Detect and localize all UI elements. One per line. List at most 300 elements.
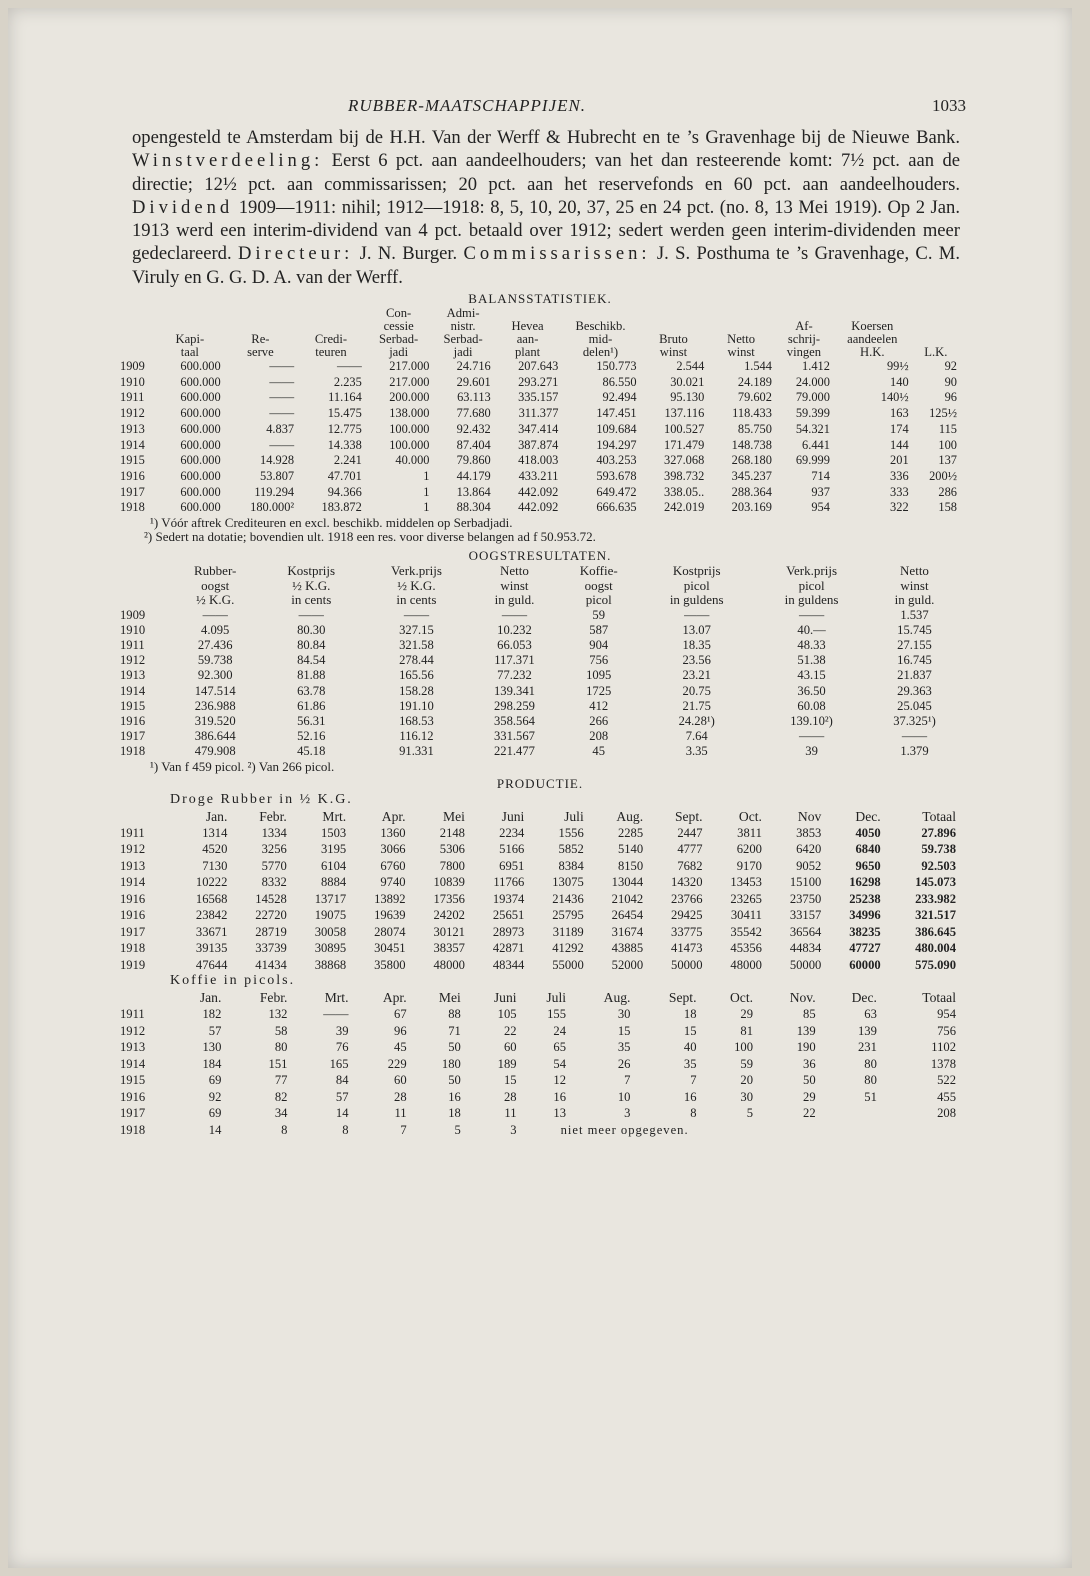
table-cell: 442.092 xyxy=(518,500,559,515)
month-header: Apr. xyxy=(381,808,406,824)
balans-column-header xyxy=(224,307,297,320)
table-cell: 189 xyxy=(497,1056,517,1071)
table-cell: 60000 xyxy=(849,957,881,972)
row-year: 1914 xyxy=(120,437,145,452)
table-cell: 65 xyxy=(553,1040,566,1055)
table-cell: 30411 xyxy=(730,908,762,923)
year-header xyxy=(120,333,156,346)
table-cell: 99½ xyxy=(886,359,909,374)
table-cell: 4050 xyxy=(855,825,881,840)
oogst-column-header: picol xyxy=(798,577,825,593)
table-cell: 24 xyxy=(553,1023,566,1038)
table-cell: 15.475 xyxy=(327,406,362,421)
table-cell: 85 xyxy=(803,1007,816,1022)
table-row xyxy=(120,1039,960,1056)
table-cell: 2234 xyxy=(499,825,525,840)
table-cell: 31674 xyxy=(611,924,644,939)
table-cell: 18 xyxy=(448,1106,461,1121)
month-header: Mei xyxy=(443,808,465,824)
table-cell: 92.300 xyxy=(197,668,233,683)
table-cell: 100.000 xyxy=(389,437,430,452)
table-cell: 80 xyxy=(864,1073,877,1088)
table-cell: 47.701 xyxy=(327,469,362,483)
month-header: Juli xyxy=(546,990,566,1006)
table-cell: 600.000 xyxy=(180,374,221,389)
table-cell: 163 xyxy=(890,406,909,421)
table-row xyxy=(120,1089,960,1106)
table-cell: 59.399 xyxy=(795,406,830,421)
oogst-column-header xyxy=(120,564,170,579)
balans-footnote-2: ²) Sedert na dotatie; bovendien ult. 1918 een res. voor diverse belangen ad f 50.953.72. xyxy=(144,529,596,545)
table-cell: 92 xyxy=(944,359,957,374)
table-cell: 31189 xyxy=(552,924,584,939)
table-row xyxy=(120,406,960,422)
table-cell: 200.000 xyxy=(389,390,430,405)
table-cell: 139.10²) xyxy=(790,714,833,729)
table-cell: 48000 xyxy=(730,957,762,972)
table-cell: 7 xyxy=(400,1122,407,1137)
table-cell: 54.321 xyxy=(795,421,830,436)
month-header: Juni xyxy=(493,990,517,1006)
table-cell: 71 xyxy=(448,1023,461,1038)
table-cell: 81.88 xyxy=(297,668,326,683)
balans-column-header: cessie xyxy=(383,319,414,334)
table-cell: 15 xyxy=(503,1073,517,1088)
table-cell: 100 xyxy=(938,437,957,452)
row-year: 1911 xyxy=(120,638,145,653)
table-cell: 115 xyxy=(938,421,957,436)
table-cell: 14 xyxy=(208,1122,222,1137)
table-cell: 50 xyxy=(448,1040,461,1055)
oogst-header-row xyxy=(120,579,960,594)
table-cell: 194.297 xyxy=(596,437,637,452)
oogst-column-header: Netto xyxy=(900,563,929,579)
table-row xyxy=(120,1072,960,1089)
not-reported-note: niet meer opgegeven. xyxy=(560,1122,689,1137)
month-header: Sept. xyxy=(668,990,697,1006)
table-cell: 24202 xyxy=(433,908,465,923)
table-cell: 25651 xyxy=(492,908,525,923)
table-cell: 79.000 xyxy=(795,390,830,405)
table-cell: 11.164 xyxy=(328,390,362,405)
table-cell: 26 xyxy=(617,1056,631,1071)
table-cell: 37.325¹) xyxy=(893,714,936,729)
table-cell: 5852 xyxy=(558,842,584,857)
table-cell: 27.436 xyxy=(197,638,233,653)
oogst-table xyxy=(120,564,960,760)
table-cell: 50000 xyxy=(789,957,822,972)
table-cell: 180.000² xyxy=(250,500,295,515)
table-cell: 2285 xyxy=(617,825,644,840)
table-cell: 34996 xyxy=(849,908,881,923)
table-cell: 7 xyxy=(624,1073,631,1088)
table-cell: 321.58 xyxy=(399,638,434,653)
table-cell: 118.433 xyxy=(732,406,772,421)
balans-column-header: Admi- xyxy=(446,306,480,321)
table-row xyxy=(120,390,960,406)
row-year: 1911 xyxy=(120,390,145,405)
table-cell: 30121 xyxy=(433,924,465,939)
table-cell: 278.44 xyxy=(399,653,434,668)
table-cell: 52.16 xyxy=(297,729,326,744)
table-cell: 233.982 xyxy=(915,891,956,906)
table-cell: 756 xyxy=(589,653,609,668)
table-cell: 937 xyxy=(811,484,830,499)
month-header: Mrt. xyxy=(324,990,349,1006)
oogst-title: OOGSTRESULTATEN. xyxy=(468,548,612,564)
table-cell: 33775 xyxy=(671,924,703,939)
oogst-column-header xyxy=(120,579,170,594)
table-cell: 60 xyxy=(394,1073,407,1088)
row-year: 1918 xyxy=(120,744,146,759)
table-row xyxy=(120,874,960,891)
table-cell: 208 xyxy=(937,1106,956,1121)
table-row xyxy=(120,957,960,974)
month-header: Mrt. xyxy=(322,808,347,824)
running-title: RUBBER-MAATSCHAPPIJEN. xyxy=(348,96,587,115)
table-cell: 50000 xyxy=(671,957,703,972)
table-cell: 412 xyxy=(589,698,609,713)
table-cell: 38868 xyxy=(314,957,347,972)
table-cell: 345.237 xyxy=(731,469,772,483)
row-year: 1913 xyxy=(120,668,146,683)
table-cell: 386.645 xyxy=(915,924,956,939)
table-cell: 21.75 xyxy=(682,698,711,713)
table-cell: 66.053 xyxy=(497,638,532,653)
month-header: Sept. xyxy=(674,808,703,824)
page-number: 1033 xyxy=(932,96,966,115)
oogst-column-header: winst xyxy=(500,577,529,593)
table-cell: 96 xyxy=(394,1023,407,1038)
table-row xyxy=(120,359,960,375)
oogst-column-header: Kostprijs xyxy=(287,563,336,579)
balans-column-header xyxy=(640,307,708,320)
table-cell: 79.602 xyxy=(737,390,772,405)
oogst-column-header: in guld. xyxy=(494,592,535,608)
balans-column-header: Serbad- xyxy=(443,332,483,347)
month-header: Febr. xyxy=(259,990,288,1006)
row-year: 1913 xyxy=(120,1040,146,1055)
table-row xyxy=(120,1122,960,1139)
row-year: 1916 xyxy=(120,469,145,483)
year-header xyxy=(120,989,172,1006)
table-cell: 35 xyxy=(617,1040,631,1055)
table-cell: 2.544 xyxy=(676,359,705,374)
table-cell: 105 xyxy=(497,1007,517,1022)
row-year: 1910 xyxy=(120,374,145,389)
table-cell: 6760 xyxy=(380,858,406,873)
table-cell: 20 xyxy=(740,1073,754,1088)
table-cell: 321.517 xyxy=(915,908,956,923)
table-cell: 95.130 xyxy=(670,390,705,405)
table-cell: 21.837 xyxy=(897,668,932,683)
table-cell: 3256 xyxy=(261,842,287,857)
year-header xyxy=(120,346,156,359)
table-cell: 3811 xyxy=(737,825,762,840)
table-cell: 190 xyxy=(796,1040,816,1055)
table-cell: 6.441 xyxy=(802,437,830,452)
table-cell: 1725 xyxy=(586,683,612,698)
table-cell: 55000 xyxy=(552,957,584,972)
table-cell: 165.56 xyxy=(399,668,434,683)
table-cell: —— xyxy=(269,390,295,405)
row-year: 1916 xyxy=(120,908,146,923)
table-cell: 7130 xyxy=(202,858,228,873)
table-cell: 600.000 xyxy=(180,406,221,421)
table-cell: 333 xyxy=(890,484,909,499)
table-row xyxy=(120,699,960,714)
table-row xyxy=(120,1006,960,1023)
table-cell: 119.294 xyxy=(254,484,295,499)
table-row xyxy=(120,422,960,438)
table-cell: 9650 xyxy=(855,858,881,873)
table-cell: 1.379 xyxy=(900,744,929,759)
table-cell: 88.304 xyxy=(456,500,491,515)
table-row xyxy=(120,453,960,469)
table-cell: 1 xyxy=(423,469,430,483)
table-cell: 229 xyxy=(387,1056,407,1071)
oogst-header-row xyxy=(120,593,960,608)
table-cell: 16568 xyxy=(195,891,228,906)
table-cell: 338.05.. xyxy=(664,484,705,499)
table-cell: 59.738 xyxy=(921,842,956,857)
table-cell: 38357 xyxy=(433,941,465,956)
month-header: Mei xyxy=(438,990,461,1006)
balans-column-header: taal xyxy=(180,345,199,360)
balans-column-header: plant xyxy=(514,345,541,360)
table-cell: 2.235 xyxy=(333,374,362,389)
row-year: 1911 xyxy=(120,1007,145,1022)
koffie-section-label: Koffie in picols. xyxy=(170,973,296,989)
table-cell: 58 xyxy=(274,1023,288,1038)
table-cell: 44.179 xyxy=(456,469,491,483)
table-cell: 41292 xyxy=(552,941,584,956)
row-year: 1911 xyxy=(120,825,145,840)
table-cell: 45 xyxy=(394,1040,407,1055)
table-cell: 59 xyxy=(592,607,606,622)
oogst-column-header xyxy=(120,593,170,608)
table-cell: 60 xyxy=(503,1040,517,1055)
balans-header-row xyxy=(120,346,960,359)
oogst-column-header: oogst xyxy=(201,577,230,593)
table-cell: 8384 xyxy=(558,858,584,873)
table-cell: 649.472 xyxy=(596,484,637,499)
table-cell: 30895 xyxy=(314,941,347,956)
month-header: Totaal xyxy=(922,808,956,824)
table-cell: 63.113 xyxy=(457,390,491,405)
table-cell: 442.092 xyxy=(518,484,559,499)
table-cell: 92.503 xyxy=(921,858,956,873)
balans-column-header xyxy=(912,320,960,333)
table-cell: 600.000 xyxy=(180,469,221,483)
table-cell: 36 xyxy=(803,1056,816,1071)
table-cell: 8332 xyxy=(261,875,287,890)
row-year: 1913 xyxy=(120,858,146,873)
table-cell: 41473 xyxy=(671,941,703,956)
table-cell: 130 xyxy=(202,1040,222,1055)
table-cell: 85.750 xyxy=(737,421,772,436)
table-row xyxy=(120,924,960,941)
table-cell: 28 xyxy=(394,1089,407,1104)
oogst-column-header: in guldens xyxy=(784,592,839,608)
table-cell: 27.896 xyxy=(921,825,956,840)
table-cell: 593.678 xyxy=(596,469,637,483)
table-cell: 40.— xyxy=(797,622,826,637)
table-cell: 331.567 xyxy=(493,729,535,744)
table-cell: 14.928 xyxy=(260,453,295,468)
row-year: 1914 xyxy=(120,683,146,698)
table-cell: 1102 xyxy=(931,1040,956,1055)
table-row xyxy=(120,438,960,454)
row-year: 1914 xyxy=(120,1056,146,1071)
table-cell: 403.253 xyxy=(596,453,637,468)
table-row xyxy=(120,825,960,842)
table-cell: 69 xyxy=(208,1106,222,1121)
table-row xyxy=(120,729,960,744)
table-cell: 26454 xyxy=(611,908,644,923)
table-cell: 147.514 xyxy=(194,683,236,698)
table-cell: 24.189 xyxy=(737,374,772,389)
table-cell: 479.908 xyxy=(194,744,236,759)
table-cell: 322 xyxy=(890,500,909,515)
table-cell: 15.745 xyxy=(897,622,932,637)
table-cell: 10839 xyxy=(433,875,465,890)
table-cell: 77.232 xyxy=(497,668,532,683)
table-cell: 18.35 xyxy=(682,638,711,653)
table-cell: 11 xyxy=(504,1106,517,1121)
table-cell: 56.31 xyxy=(297,714,326,729)
table-cell: 30.021 xyxy=(670,374,705,389)
oogst-footnote: ¹) Van f 459 picol. ²) Van 266 picol. xyxy=(150,758,335,774)
table-cell: 41434 xyxy=(255,957,287,972)
table-cell: 25.045 xyxy=(897,698,932,713)
table-cell: 8 xyxy=(342,1122,349,1137)
table-cell: 25238 xyxy=(849,891,881,906)
table-cell: 191.10 xyxy=(399,698,434,713)
table-cell: 86.550 xyxy=(602,374,637,389)
oogst-column-header: in guld. xyxy=(894,592,935,608)
table-cell: 60.08 xyxy=(797,698,826,713)
table-cell: 59.738 xyxy=(197,653,233,668)
month-header-row xyxy=(120,989,960,1006)
table-cell: 145.073 xyxy=(915,875,956,890)
koffie-production-table xyxy=(120,989,960,1138)
balans-column-header: H.K. xyxy=(860,345,885,360)
oogst-column-header: winst xyxy=(900,577,929,593)
productie-title: PRODUCTIE. xyxy=(496,775,584,791)
table-cell: 6104 xyxy=(320,858,347,873)
table-cell: 29.363 xyxy=(897,683,932,698)
year-header xyxy=(120,808,172,825)
table-cell: 150.773 xyxy=(596,359,637,374)
balans-column-header xyxy=(156,307,224,320)
table-cell: 53.807 xyxy=(260,469,295,483)
balans-column-header: nistr. xyxy=(450,319,476,334)
balans-column-header: Koersen xyxy=(851,319,894,334)
row-year: 1914 xyxy=(120,875,146,890)
balans-column-header: aan- xyxy=(516,332,539,347)
balans-column-header: Af- xyxy=(795,319,813,334)
table-cell: 69 xyxy=(208,1073,222,1088)
table-cell: 35 xyxy=(683,1056,697,1071)
table-cell: 455 xyxy=(937,1089,956,1104)
table-cell: 29 xyxy=(803,1089,816,1104)
table-cell: 14.338 xyxy=(327,437,362,452)
row-year: 1915 xyxy=(120,698,146,713)
table-cell: 183.872 xyxy=(321,500,362,515)
table-cell: 84 xyxy=(335,1073,349,1088)
table-cell: 63.78 xyxy=(297,683,326,698)
table-cell: 28719 xyxy=(255,924,287,939)
table-cell: —— xyxy=(901,729,928,744)
table-cell: 100.527 xyxy=(664,421,705,436)
table-cell: 13453 xyxy=(730,875,762,890)
table-cell: 24.716 xyxy=(456,359,491,374)
table-cell: 217.000 xyxy=(389,359,430,374)
table-cell: 286 xyxy=(938,484,957,499)
table-cell: 90 xyxy=(944,374,957,389)
row-year: 1909 xyxy=(120,359,145,374)
table-cell: 14320 xyxy=(671,875,703,890)
table-cell: —— xyxy=(798,729,825,744)
table-cell: 165 xyxy=(329,1056,349,1071)
table-cell: 30058 xyxy=(314,924,347,939)
row-year: 1919 xyxy=(120,957,146,972)
balans-column-header: winst xyxy=(727,345,755,360)
table-cell: 137.116 xyxy=(664,406,705,421)
table-cell: 180 xyxy=(441,1056,461,1071)
table-cell: —— xyxy=(798,607,825,622)
table-cell: —— xyxy=(269,374,295,389)
table-cell: 23750 xyxy=(789,891,822,906)
table-cell: 80.30 xyxy=(297,622,326,637)
table-cell: 5770 xyxy=(261,858,287,873)
table-cell: 1334 xyxy=(261,825,287,840)
running-header xyxy=(120,96,966,122)
table-cell: 10222 xyxy=(195,875,228,890)
table-cell: 522 xyxy=(937,1073,956,1088)
table-cell: 63 xyxy=(864,1007,877,1022)
table-cell: 756 xyxy=(937,1023,956,1038)
table-row xyxy=(120,608,960,623)
table-cell: 87.404 xyxy=(456,437,491,452)
table-cell: 23842 xyxy=(195,908,228,923)
table-cell: 9740 xyxy=(380,875,406,890)
balans-column-header: Kapi- xyxy=(175,332,205,347)
table-cell: 575.090 xyxy=(915,957,956,972)
oogst-column-header: Verk.prijs xyxy=(786,563,838,579)
table-cell: 1378 xyxy=(930,1056,956,1071)
table-row xyxy=(120,1105,960,1122)
oogst-column-header: Kostprijs xyxy=(672,563,721,579)
table-cell: 20.75 xyxy=(682,683,711,698)
table-cell: 51 xyxy=(864,1089,877,1104)
table-cell: 144 xyxy=(890,437,909,452)
table-cell: 100.000 xyxy=(389,421,430,436)
table-cell: 1.544 xyxy=(744,359,772,374)
month-header: Oct. xyxy=(738,808,762,824)
table-cell: 335.157 xyxy=(518,390,559,405)
table-cell: 139 xyxy=(796,1023,816,1038)
table-cell: 29425 xyxy=(671,908,703,923)
table-cell: 268.180 xyxy=(731,453,772,468)
rubber-section-label: Droge Rubber in ½ K.G. xyxy=(170,791,353,807)
table-cell: —— xyxy=(202,607,228,622)
table-cell: 954 xyxy=(937,1007,956,1022)
table-row xyxy=(120,1056,960,1073)
month-header: Oct. xyxy=(729,990,754,1006)
table-cell: 25795 xyxy=(552,908,584,923)
